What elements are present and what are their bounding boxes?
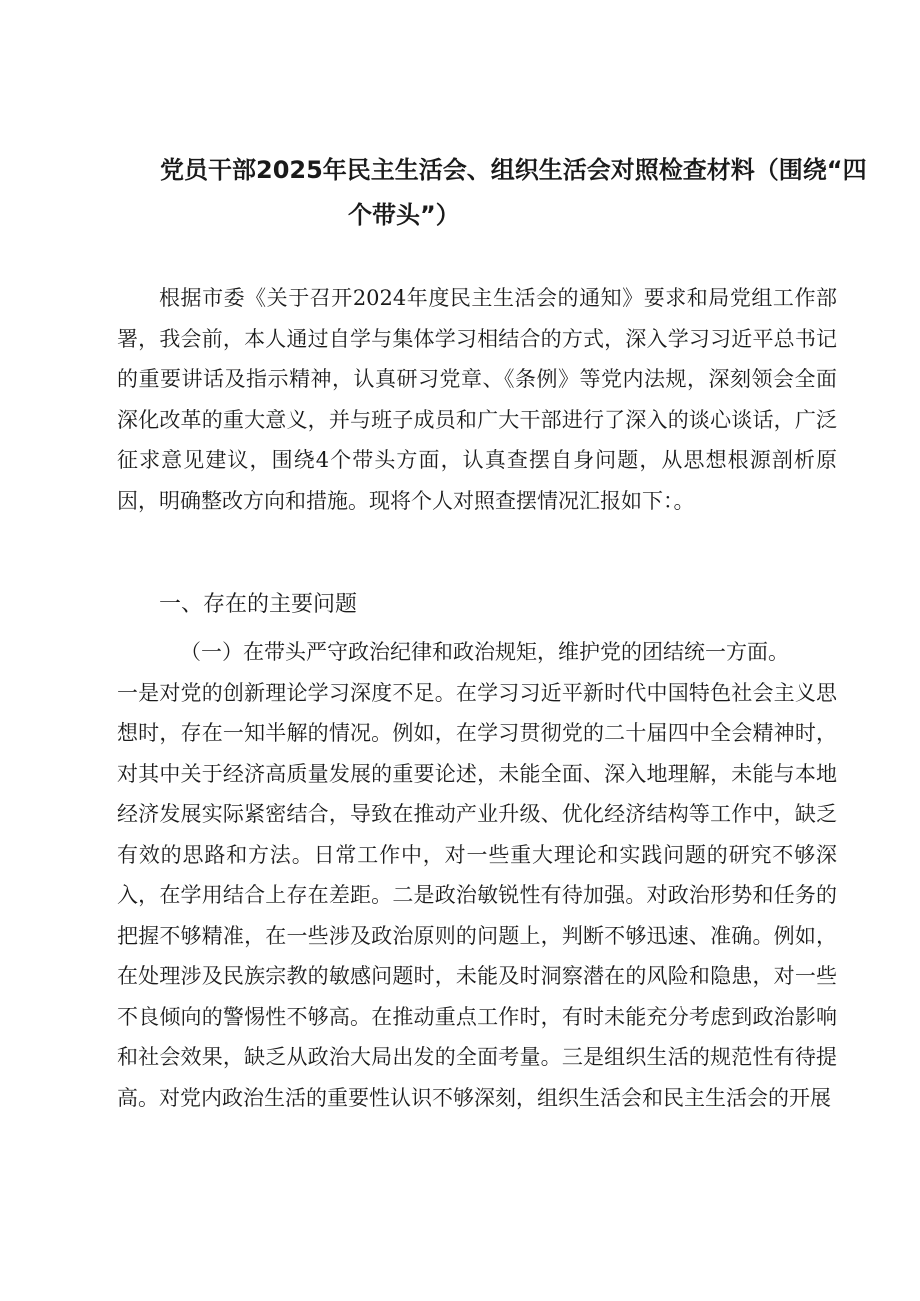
document-title-line-2: 个带头”） (348, 201, 460, 229)
section-heading: 一、存在的主要问题 (159, 592, 358, 617)
intro-paragraph: 根据市委《关于召开2024年度民主生活会的通知》要求和局党组工作部署，我会前，本人通过自学与集体学习相结合的方式，深入学习习近平总书记的重要讲话及指示精神，认真研习党章、《条例》等党内法规，深刻领会全面深化改革的重大意义，并与班子成员和广大干部进行了深入的谈心谈话，广泛征求意见建议，围绕4个带头方面，认真查摆自身问题，从思想根源剖析原因，明确整改方向和措施。现将个人对照查摆情况汇报如下：。 (117, 286, 837, 513)
document-title-line-1: 党员干部2025年民主生活会、组织生活会对照检查材料（围绕“四 (160, 156, 867, 184)
main-section-body (117, 632, 837, 1118)
subsection-heading: （一）在带头严守政治纪律和政治规矩，维护党的团结统一方面。 (180, 640, 789, 664)
main-paragraph: 一是对党的创新理论学习深度不足。在学习习近平新时代中国特色社会主义思想时，存在一知半解的情况。例如，在学习贯彻党的二十届四中全会精神时，对其中关于经济高质量发展的重要论述，未能全面、深入地理解，未能与本地经济发展实际紧密结合，导致在推动产业升级、优化经济结构等工作中，缺乏有效的思路和方法。日常工作中，对一些重大理论和实践问题的研究不够深入，在学用结合上存在差距。二是政治敏锐性有待加强。对政治形势和任务的把握不够精准，在一些涉及政治原则的问题上，判断不够迅速、准确。例如，在处理涉及民族宗教的敏感问题时，未能及时洞察潜在的风险和隐患，对一些不良倾向的警惕性不够高。在推动重点工作时，有时未能充分考虑到政治影响和社会效果，缺乏从政治大局出发的全面考量。三是组织生活的规范性有待提高。对党内政治生活的重要性认识不够深刻，组织生活会和民主生活会的开展 (117, 680, 837, 1110)
